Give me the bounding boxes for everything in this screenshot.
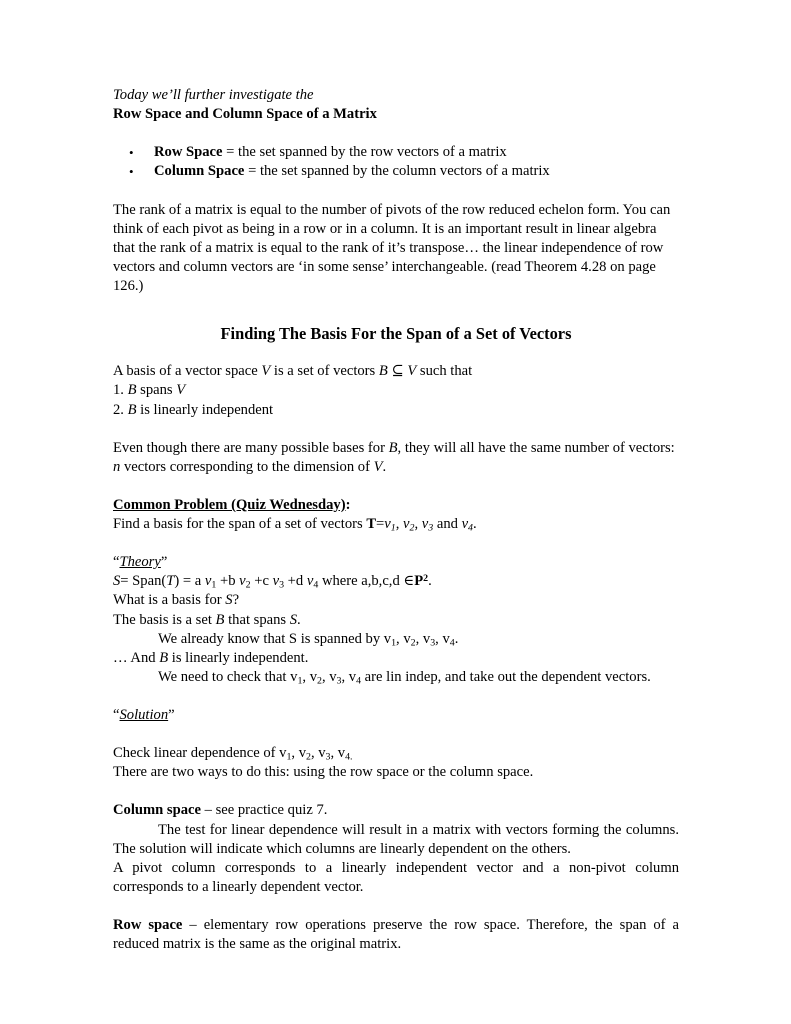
q-a: What is a basis for	[113, 592, 226, 609]
cd-sub-2: 2	[305, 751, 311, 763]
vector-v2: v	[403, 516, 410, 533]
vector-v2-subscript: 2	[409, 522, 415, 534]
bullet-term: Row Space	[154, 144, 223, 161]
ak-a: We already know that S is spanned by v	[158, 630, 392, 647]
need-to-check-statement	[113, 668, 679, 687]
ak-d: , v	[435, 630, 450, 647]
span-equation	[113, 572, 679, 591]
cd-sub-3: 3	[325, 751, 331, 763]
bases-B: B	[388, 439, 398, 456]
row-space-paragraph	[113, 916, 679, 954]
element-of-symbol: ∈	[403, 573, 415, 590]
common-problem-heading	[113, 496, 679, 515]
row-space-text: – elementary row operations preserve the row space. Therefore, the span of a reduced matrix is the same as the original matrix.	[113, 917, 679, 953]
subset-symbol: ⊆	[387, 363, 408, 380]
bullet-text: = the set spanned by the column vectors of a matrix	[244, 163, 550, 180]
cd-b: , v	[291, 745, 306, 762]
solution-label: Solution	[119, 707, 169, 723]
quote-open: “	[113, 554, 120, 571]
bases-a: Even though there are many possible bases for	[113, 439, 389, 456]
bases-c: vectors corresponding to the dimension of	[120, 458, 374, 475]
basis-def-b: is a set of vectors	[270, 363, 379, 380]
column-space-heading	[113, 801, 679, 820]
basis-def-a: A basis of a vector space	[113, 363, 262, 380]
eq-v3-subscript: 3	[279, 579, 285, 591]
common-problem-statement	[113, 515, 679, 534]
row-space-term: Row space	[113, 917, 183, 934]
already-know-statement	[113, 630, 679, 649]
nc-d: , v	[341, 668, 357, 685]
rank-paragraph: The rank of a matrix is equal to the number of pivots of the row reduced echelon form. You can think of each pivot as being in a row or in a column. It is an important result in linear algebra that the rank of a matrix is equal to the rank of it’s transpose… the linear independence of row vectors and column vectors are ‘in some sense’ interchangeable. (read Theorem 4.28 on page 126.)	[113, 201, 671, 294]
vector-v1: v	[384, 516, 391, 533]
eq-S: S	[113, 573, 121, 590]
basis-definition-line	[113, 362, 679, 381]
list-item	[113, 162, 679, 181]
eq-P: P	[414, 573, 424, 590]
and-word: and	[433, 516, 462, 533]
basis-def-B: B	[378, 363, 388, 380]
cd-sub-4: 4.	[345, 751, 353, 763]
spacer	[113, 534, 679, 553]
spacer	[113, 687, 679, 706]
ai-a: … And	[113, 649, 160, 666]
page-title: Finding The Basis For the Span of a Set of Vectors	[220, 324, 572, 344]
ak-sub-4: 4	[449, 637, 455, 648]
spacer	[113, 315, 679, 324]
spacer	[113, 725, 679, 744]
cd-sub-1: 1	[286, 751, 292, 763]
list-item	[113, 143, 679, 162]
check-dependence-statement	[113, 744, 679, 763]
bs-a: The basis is a set	[113, 611, 216, 628]
eq-where: where a,b,c,d	[318, 573, 404, 590]
item-V: V	[176, 382, 186, 399]
spacer	[113, 181, 679, 200]
theory-label: Theory	[119, 554, 161, 571]
cd-d: , v	[330, 745, 346, 762]
document-body	[113, 86, 679, 954]
ai-b: is linearly independent.	[168, 649, 309, 666]
bs-c: .	[297, 611, 301, 628]
ak-sub-3: 3	[430, 637, 436, 648]
bullet-icon: •	[129, 164, 134, 180]
vector-set-T: T	[366, 516, 377, 533]
eq-plus-c: +c	[250, 573, 273, 590]
quote-close: ”	[160, 554, 168, 571]
eq-v3: v	[272, 573, 280, 590]
equals: =	[376, 516, 385, 533]
ak-b: , v	[396, 630, 411, 647]
nc-sub-2: 2	[316, 675, 322, 687]
basis-def-c: such that	[416, 363, 473, 380]
nc-e: are lin indep, and take out the dependent vectors.	[361, 668, 651, 685]
q-S: S	[225, 592, 233, 609]
spacer	[113, 897, 679, 916]
spacer	[113, 782, 679, 801]
column-space-note: – see practice quiz 7.	[200, 802, 328, 819]
cd-c: , v	[310, 745, 326, 762]
column-space-body-text: The test for linear dependence will result in a matrix with vectors forming the columns. The solution will indicate which columns are linearly dependent on the others.	[113, 821, 679, 857]
eq-plus-d: +d	[284, 573, 307, 590]
spacer	[113, 477, 679, 496]
eq-period: .	[428, 573, 432, 590]
statement-a: Find a basis for the span of a set of vectors	[113, 516, 367, 533]
ak-e: .	[454, 630, 459, 647]
bullet-text: = the set spanned by the row vectors of a matrix	[222, 144, 507, 161]
bases-d: .	[382, 458, 387, 475]
spacer	[113, 420, 679, 439]
basis-condition-1	[113, 381, 679, 400]
question-basis	[113, 591, 679, 610]
column-space-body-continued: A pivot column corresponds to a linearly independent vector and a non-pivot column corresponds to a linearly dependent vector.	[113, 859, 679, 895]
cd-a: Check linear dependence of v	[113, 745, 287, 762]
spacer	[113, 124, 679, 143]
nc-sub-4: 4	[356, 675, 362, 687]
eq-after: ) = a	[174, 573, 205, 590]
bases-paragraph	[113, 439, 679, 477]
eq-T: T	[166, 573, 175, 590]
common-problem-colon: :	[345, 496, 351, 513]
nc-sub-1: 1	[297, 675, 303, 687]
bases-b: , they will all have the same number of vectors:	[397, 439, 675, 456]
eq-P-superscript: 2	[423, 573, 429, 585]
bullet-icon: •	[129, 145, 134, 161]
bullet-term: Column Space	[154, 163, 245, 180]
basis-set-statement	[113, 611, 679, 630]
common-problem-label: Common Problem (Quiz Wednesday)	[113, 496, 346, 513]
sep: ,	[395, 516, 404, 533]
ak-c: , v	[415, 630, 431, 647]
eq-v2-subscript: 2	[245, 579, 251, 591]
eq-plus-b: +b	[216, 573, 240, 590]
basis-condition-2	[113, 401, 679, 420]
ak-sub-1: 1	[391, 637, 397, 648]
theory-heading	[113, 553, 679, 572]
sep: ,	[414, 516, 422, 533]
definition-bullet-list	[113, 143, 679, 181]
vector-v1-subscript: 1	[390, 522, 396, 534]
vector-v4: v	[461, 516, 469, 533]
basis-def-V1: V	[261, 363, 271, 380]
nc-b: , v	[302, 668, 317, 685]
eq-v1-subscript: 1	[211, 579, 217, 591]
item-text: is linearly independent	[136, 401, 274, 418]
bs-S: S	[289, 611, 298, 628]
eq-v4: v	[306, 573, 314, 590]
intro-line-1: Today we’ll further investigate the	[113, 87, 314, 103]
spacer	[113, 343, 679, 362]
two-ways-statement: There are two ways to do this: using the row space or the column space.	[113, 764, 534, 781]
basis-def-V2: V	[407, 363, 417, 380]
item-text: spans	[136, 382, 177, 399]
eq-span-word: = Span(	[120, 573, 167, 590]
spacer	[113, 296, 679, 315]
bs-b: that spans	[224, 611, 290, 628]
quote-open: “	[113, 707, 120, 723]
vector-v4-subscript: 4	[468, 522, 473, 534]
vector-v3-subscript: 3	[428, 522, 434, 534]
quote-close: ”	[168, 707, 175, 723]
item-number: 1.	[113, 382, 128, 399]
solution-heading	[113, 706, 679, 725]
eq-v1: v	[204, 573, 212, 590]
and-independent-statement	[113, 649, 679, 668]
eq-v4-subscript: 4	[313, 579, 319, 591]
q-b: ?	[232, 592, 240, 609]
column-space-body	[113, 821, 679, 859]
nc-a: We need to check that v	[158, 668, 298, 685]
intro-title: Row Space and Column Space of a Matrix	[113, 106, 377, 123]
item-number: 2.	[113, 401, 128, 418]
ak-sub-2: 2	[410, 637, 416, 648]
vector-v3: v	[421, 516, 429, 533]
item-B: B	[127, 382, 137, 399]
bases-n: n	[113, 458, 121, 475]
nc-c: , v	[321, 668, 337, 685]
bs-B: B	[215, 611, 225, 628]
column-space-term: Column space	[113, 802, 201, 819]
ai-B: B	[159, 649, 169, 666]
nc-sub-3: 3	[336, 675, 342, 687]
bases-V: V	[373, 458, 383, 475]
period: .	[473, 516, 477, 533]
item-B: B	[127, 401, 137, 418]
eq-v2: v	[239, 573, 246, 590]
